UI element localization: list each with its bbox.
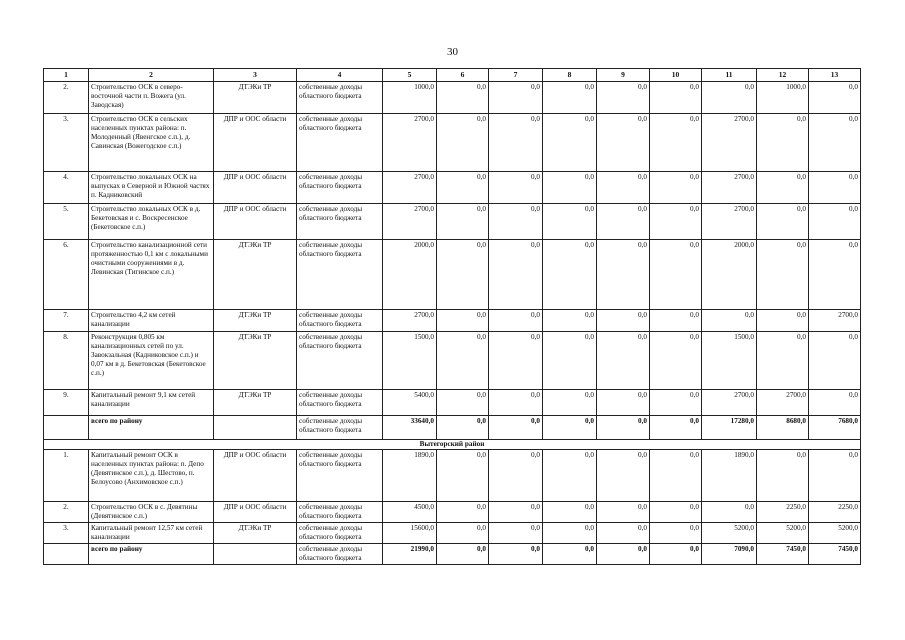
value-cell: 0,0 bbox=[650, 204, 702, 240]
funding-source: собственные доходы областного бюджета bbox=[297, 240, 383, 310]
measure-name: Капитальный ремонт 9,1 км сетей канализации bbox=[89, 390, 214, 416]
value-cell: 0,0 bbox=[437, 114, 489, 172]
value-cell: 0,0 bbox=[489, 310, 543, 332]
value-cell: 0,0 bbox=[543, 544, 597, 565]
value-cell: 0,0 bbox=[809, 204, 861, 240]
value-cell: 0,0 bbox=[543, 523, 597, 544]
value-cell: 2000,0 bbox=[383, 240, 437, 310]
value-cell: 0,0 bbox=[489, 240, 543, 310]
value-cell: 0,0 bbox=[543, 172, 597, 204]
total-row bbox=[44, 544, 861, 565]
column-header: 2 bbox=[89, 69, 214, 82]
value-cell: 0,0 bbox=[489, 390, 543, 416]
value-cell: 0,0 bbox=[543, 114, 597, 172]
value-cell: 0,0 bbox=[543, 332, 597, 390]
value-cell: 0,0 bbox=[437, 390, 489, 416]
row-number bbox=[44, 416, 89, 440]
value-cell: 2700,0 bbox=[383, 310, 437, 332]
value-cell: 0,0 bbox=[757, 240, 809, 310]
table-row bbox=[44, 172, 861, 204]
value-cell: 2700,0 bbox=[383, 114, 437, 172]
value-cell: 2000,0 bbox=[702, 240, 757, 310]
funding-source: собственные доходы областного бюджета bbox=[297, 390, 383, 416]
table-row bbox=[44, 310, 861, 332]
value-cell: 0,0 bbox=[757, 332, 809, 390]
value-cell: 2250,0 bbox=[809, 502, 861, 523]
value-cell: 15600,0 bbox=[383, 523, 437, 544]
value-cell: 0,0 bbox=[597, 544, 650, 565]
value-cell: 0,0 bbox=[543, 310, 597, 332]
value-cell: 0,0 bbox=[757, 204, 809, 240]
value-cell: 0,0 bbox=[809, 450, 861, 502]
row-number: 9. bbox=[44, 390, 89, 416]
value-cell: 0,0 bbox=[437, 502, 489, 523]
value-cell: 0,0 bbox=[489, 114, 543, 172]
value-cell: 0,0 bbox=[809, 390, 861, 416]
value-cell: 5200,0 bbox=[702, 523, 757, 544]
value-cell: 0,0 bbox=[489, 502, 543, 523]
value-cell: 1500,0 bbox=[383, 332, 437, 390]
column-header: 1 bbox=[44, 69, 89, 82]
row-number: 8. bbox=[44, 332, 89, 390]
column-header: 12 bbox=[757, 69, 809, 82]
value-cell: 0,0 bbox=[702, 82, 757, 114]
column-header: 10 bbox=[650, 69, 702, 82]
value-cell: 1000,0 bbox=[383, 82, 437, 114]
value-cell: 0,0 bbox=[650, 310, 702, 332]
value-cell: 21990,0 bbox=[383, 544, 437, 565]
executor: ДПР и ООС области bbox=[214, 502, 297, 523]
value-cell: 0,0 bbox=[489, 204, 543, 240]
executor: ДТЭКи ТР bbox=[214, 523, 297, 544]
value-cell: 0,0 bbox=[809, 332, 861, 390]
value-cell: 0,0 bbox=[650, 523, 702, 544]
funding-source: собственные доходы областного бюджета bbox=[297, 523, 383, 544]
value-cell: 0,0 bbox=[489, 544, 543, 565]
value-cell: 0,0 bbox=[543, 502, 597, 523]
row-number: 2. bbox=[44, 82, 89, 114]
value-cell: 0,0 bbox=[650, 416, 702, 440]
total-row bbox=[44, 416, 861, 440]
row-number: 5. bbox=[44, 204, 89, 240]
value-cell: 0,0 bbox=[757, 450, 809, 502]
measure-name: Строительство локальных ОСК в д. Бекетовская и с. Воскресенское (Бекетовское с.п.) bbox=[89, 204, 214, 240]
value-cell: 0,0 bbox=[437, 82, 489, 114]
funding-source: собственные доходы областного бюджета bbox=[297, 82, 383, 114]
column-header: 7 bbox=[489, 69, 543, 82]
value-cell: 2700,0 bbox=[757, 390, 809, 416]
value-cell: 0,0 bbox=[489, 172, 543, 204]
table-row bbox=[44, 240, 861, 310]
value-cell: 0,0 bbox=[543, 390, 597, 416]
value-cell: 7450,0 bbox=[809, 544, 861, 565]
value-cell: 2700,0 bbox=[383, 204, 437, 240]
funding-source: собственные доходы областного бюджета bbox=[297, 450, 383, 502]
value-cell: 0,0 bbox=[437, 416, 489, 440]
value-cell: 2700,0 bbox=[809, 310, 861, 332]
funding-source: собственные доходы областного бюджета bbox=[297, 204, 383, 240]
value-cell: 0,0 bbox=[543, 240, 597, 310]
value-cell: 17280,0 bbox=[702, 416, 757, 440]
measure-name: Строительство ОСК в сельских населенных пунктах района: п. Молоденный (Явенгское с.п.), д. Савинская (Вожегодское с.п.) bbox=[89, 114, 214, 172]
table-row bbox=[44, 450, 861, 502]
measure-name: всего по району bbox=[89, 416, 214, 440]
value-cell: 5200,0 bbox=[757, 523, 809, 544]
table-row bbox=[44, 502, 861, 523]
row-number: 4. bbox=[44, 172, 89, 204]
table-row bbox=[44, 114, 861, 172]
executor: ДПР и ООС области bbox=[214, 450, 297, 502]
value-cell: 1890,0 bbox=[702, 450, 757, 502]
value-cell: 0,0 bbox=[809, 240, 861, 310]
value-cell: 0,0 bbox=[437, 240, 489, 310]
value-cell: 0,0 bbox=[543, 416, 597, 440]
value-cell: 4500,0 bbox=[383, 502, 437, 523]
value-cell: 0,0 bbox=[489, 332, 543, 390]
header-row bbox=[44, 69, 861, 82]
value-cell: 0,0 bbox=[489, 416, 543, 440]
executor: ДТЭКи ТР bbox=[214, 240, 297, 310]
value-cell: 0,0 bbox=[437, 523, 489, 544]
value-cell: 0,0 bbox=[597, 390, 650, 416]
executor: ДТЭКи ТР bbox=[214, 310, 297, 332]
value-cell: 0,0 bbox=[437, 310, 489, 332]
value-cell: 0,0 bbox=[809, 114, 861, 172]
section-title: Вытегорский район bbox=[44, 440, 861, 450]
value-cell: 2250,0 bbox=[757, 502, 809, 523]
funding-source: собственные доходы областного бюджета bbox=[297, 332, 383, 390]
funding-source: собственные доходы областного бюджета bbox=[297, 502, 383, 523]
measure-name: Капитальный ремонт 12,57 км сетей канализации bbox=[89, 523, 214, 544]
funding-source: собственные доходы областного бюджета bbox=[297, 544, 383, 565]
value-cell: 0,0 bbox=[597, 240, 650, 310]
row-number: 3. bbox=[44, 114, 89, 172]
funding-source: собственные доходы областного бюджета bbox=[297, 172, 383, 204]
executor: ДТЭКи ТР bbox=[214, 390, 297, 416]
value-cell: 5400,0 bbox=[383, 390, 437, 416]
value-cell: 0,0 bbox=[702, 502, 757, 523]
executor: ДПР и ООС области bbox=[214, 172, 297, 204]
row-number: 3. bbox=[44, 523, 89, 544]
value-cell: 7450,0 bbox=[757, 544, 809, 565]
value-cell: 0,0 bbox=[437, 450, 489, 502]
value-cell: 0,0 bbox=[437, 544, 489, 565]
value-cell: 0,0 bbox=[809, 82, 861, 114]
value-cell: 0,0 bbox=[650, 544, 702, 565]
value-cell: 0,0 bbox=[437, 172, 489, 204]
row-number bbox=[44, 544, 89, 565]
value-cell: 0,0 bbox=[757, 172, 809, 204]
value-cell: 0,0 bbox=[597, 523, 650, 544]
row-number: 6. bbox=[44, 240, 89, 310]
value-cell: 7680,0 bbox=[809, 416, 861, 440]
funding-source: собственные доходы областного бюджета bbox=[297, 310, 383, 332]
value-cell: 0,0 bbox=[543, 450, 597, 502]
value-cell: 0,0 bbox=[597, 332, 650, 390]
value-cell: 0,0 bbox=[543, 204, 597, 240]
value-cell: 1500,0 bbox=[702, 332, 757, 390]
value-cell: 0,0 bbox=[650, 240, 702, 310]
funding-source: собственные доходы областного бюджета bbox=[297, 114, 383, 172]
value-cell: 0,0 bbox=[650, 390, 702, 416]
value-cell: 0,0 bbox=[597, 416, 650, 440]
value-cell: 1890,0 bbox=[383, 450, 437, 502]
measure-name: Строительство 4,2 км сетей канализации bbox=[89, 310, 214, 332]
value-cell: 0,0 bbox=[597, 172, 650, 204]
value-cell: 0,0 bbox=[597, 114, 650, 172]
measure-name: Строительство ОСК в северо-восточной части п. Вожега (ул. Заводская) bbox=[89, 82, 214, 114]
value-cell: 0,0 bbox=[650, 114, 702, 172]
row-number: 7. bbox=[44, 310, 89, 332]
value-cell: 0,0 bbox=[757, 114, 809, 172]
column-header: 13 bbox=[809, 69, 861, 82]
value-cell: 0,0 bbox=[543, 82, 597, 114]
executor bbox=[214, 416, 297, 440]
executor bbox=[214, 544, 297, 565]
executor: ДПР и ООС области bbox=[214, 204, 297, 240]
value-cell: 0,0 bbox=[489, 523, 543, 544]
value-cell: 0,0 bbox=[489, 450, 543, 502]
value-cell: 0,0 bbox=[702, 310, 757, 332]
column-header: 8 bbox=[543, 69, 597, 82]
data-table bbox=[43, 68, 861, 565]
value-cell: 8680,0 bbox=[757, 416, 809, 440]
table-row bbox=[44, 82, 861, 114]
column-header: 3 bbox=[214, 69, 297, 82]
value-cell: 5200,0 bbox=[809, 523, 861, 544]
column-header: 5 bbox=[383, 69, 437, 82]
measure-name: Строительство ОСК в с. Девятины (Девятинское с.п.) bbox=[89, 502, 214, 523]
value-cell: 0,0 bbox=[437, 204, 489, 240]
measure-name: Строительство канализационной сети протяженностью 0,1 км с локальными очистными сооружениями в д. Левинская (Тигинское с.п.) bbox=[89, 240, 214, 310]
executor: ДПР и ООС области bbox=[214, 114, 297, 172]
value-cell: 0,0 bbox=[650, 82, 702, 114]
value-cell: 2700,0 bbox=[702, 172, 757, 204]
column-header: 11 bbox=[702, 69, 757, 82]
value-cell: 0,0 bbox=[757, 310, 809, 332]
column-header: 9 bbox=[597, 69, 650, 82]
table-row bbox=[44, 523, 861, 544]
table-row bbox=[44, 390, 861, 416]
value-cell: 2700,0 bbox=[383, 172, 437, 204]
measure-name: Строительство локальных ОСК на выпусках в Северной и Южной частях п. Кадниковский bbox=[89, 172, 214, 204]
table-row bbox=[44, 204, 861, 240]
value-cell: 2700,0 bbox=[702, 114, 757, 172]
value-cell: 2700,0 bbox=[702, 204, 757, 240]
executor: ДТЭКи ТР bbox=[214, 82, 297, 114]
value-cell: 7090,0 bbox=[702, 544, 757, 565]
executor: ДТЭКи ТР bbox=[214, 332, 297, 390]
value-cell: 0,0 bbox=[650, 172, 702, 204]
value-cell: 2700,0 bbox=[702, 390, 757, 416]
value-cell: 0,0 bbox=[489, 82, 543, 114]
measure-name: Реконструкция 0,805 км канализационных сетей по ул. Завокзальная (Кадниковское с.п.) и 0,07 км в д. Бекетовская (Бекетовское с.п.) bbox=[89, 332, 214, 390]
value-cell: 0,0 bbox=[597, 310, 650, 332]
value-cell: 0,0 bbox=[597, 502, 650, 523]
page-number: 30 bbox=[447, 46, 458, 58]
value-cell: 0,0 bbox=[597, 204, 650, 240]
row-number: 2. bbox=[44, 502, 89, 523]
column-header: 4 bbox=[297, 69, 383, 82]
value-cell: 0,0 bbox=[650, 332, 702, 390]
measure-name: всего по району bbox=[89, 544, 214, 565]
value-cell: 0,0 bbox=[597, 82, 650, 114]
row-number: 1. bbox=[44, 450, 89, 502]
section-row bbox=[44, 440, 861, 450]
column-header: 6 bbox=[437, 69, 489, 82]
value-cell: 0,0 bbox=[809, 172, 861, 204]
value-cell: 0,0 bbox=[597, 450, 650, 502]
value-cell: 33640,0 bbox=[383, 416, 437, 440]
value-cell: 1000,0 bbox=[757, 82, 809, 114]
measure-name: Капитальный ремонт ОСК в населенных пунктах района: п. Депо (Девятинское с.п.), д. Шестово, п. Белоусово (Анхимовское с.п.) bbox=[89, 450, 214, 502]
table-row bbox=[44, 332, 861, 390]
value-cell: 0,0 bbox=[650, 502, 702, 523]
value-cell: 0,0 bbox=[650, 450, 702, 502]
funding-source: собственные доходы областного бюджета bbox=[297, 416, 383, 440]
value-cell: 0,0 bbox=[437, 332, 489, 390]
